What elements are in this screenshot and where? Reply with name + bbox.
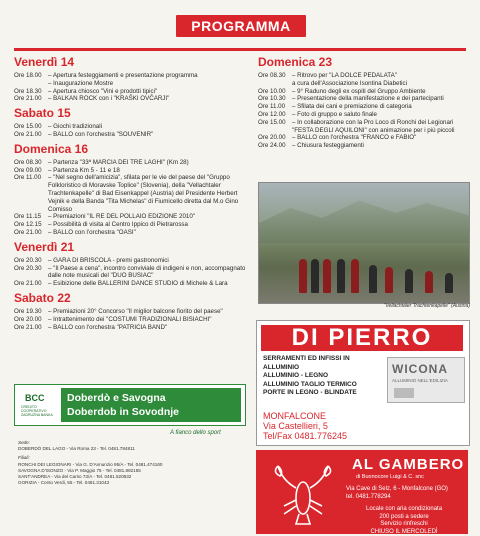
gambero-title: AL GAMBERO (352, 456, 464, 473)
event-row (14, 159, 252, 167)
lobster-icon (268, 458, 338, 528)
event-desc: – Premiazioni "IL RE DEL POLLAIO EDIZIONE 2010" (48, 213, 252, 221)
event-row (14, 213, 252, 221)
event-desc: – Intrattenimento dei "COSTUMI TRADIZIONALI BISIACHI" (48, 316, 252, 324)
day-heading: Domenica 16 (14, 142, 252, 156)
event-time: Ore 15.00 (258, 119, 288, 135)
event-row (14, 265, 252, 281)
event-row (14, 229, 252, 237)
event-desc: – Premiazioni 20° Concorso "Il miglior balcone fiorito del paese" (48, 308, 252, 316)
divider (14, 48, 466, 51)
sede-main: DOBERDÒ DEL LAGO - Via Roma 23 - Tel. 0481.784811 (18, 446, 248, 452)
event-time: Ore 11.15 (14, 213, 44, 221)
day-heading: Domenica 23 (258, 55, 468, 69)
dipierro-line: SERRAMENTI ED INFISSI IN ALLUMINIO (263, 355, 383, 372)
dipierro-street: Via Castellieri, 5 (263, 421, 347, 431)
event-row (14, 123, 252, 131)
event-row (14, 280, 252, 288)
event-row (258, 72, 468, 80)
event-row (258, 111, 468, 119)
event-time: Ore 24.00 (258, 142, 288, 150)
event-desc: – BALKAN ROCK con i "KRAŠKI OVČARJI" (48, 95, 252, 103)
gambero-ad (256, 450, 468, 534)
event-desc: – Chiusura festeggiamenti (292, 142, 468, 150)
event-time: Ore 20.00 (258, 134, 288, 142)
event-row (258, 142, 468, 150)
bcc-line2: Doberdob in Sovodnje (67, 406, 179, 418)
bcc-logo: BCC CREDITO COOPERATIVO ZADRUŽNA BANKA (19, 389, 59, 419)
programma-banner: PROGRAMMA (176, 15, 306, 37)
event-desc: – Inaugurazione Mostre (48, 80, 252, 88)
event-row (14, 308, 252, 316)
event-time: Ore 08.30 (258, 72, 288, 80)
branch: SANT'ANDREA - Via del Carso 73/A - Tel. 0481.520832 (18, 474, 248, 480)
event-row (14, 174, 252, 213)
dipierro-ad (256, 320, 470, 446)
event-desc: – Partenza Km 5 - 11 e 18 (48, 167, 252, 175)
gambero-address: Via Cave di Selz, 6 - Monfalcone (GO) (346, 486, 448, 494)
program-right-column (258, 52, 468, 150)
dipierro-line: ALLUMINIO TAGLIO TERMICO (263, 381, 383, 390)
program-left-column (14, 52, 252, 331)
event-desc: – Foto di gruppo e saluto finale (292, 111, 468, 119)
branch: RONCHI DEI LEGIONARI - Via G. D'Annunzio 95/A - Tel. 0481.474160 (18, 462, 248, 468)
event-time: Ore 21.00 (14, 280, 44, 288)
event-row (14, 221, 252, 229)
event-desc: – In collaborazione con la Pro Loco di Ronchi dei Legionari "FESTA DEGLI AQUILONI" con animazione per i più piccoli (292, 119, 468, 135)
event-time (14, 80, 44, 88)
event-desc: – Possibilità di visita al Centro Ippico di Pietrarossa (48, 221, 252, 229)
event-desc: – "Il Paese a cena", incontro conviviale di indigeni e non, accompagnato dalle note musicali del "DUO BUSIAC" (48, 265, 252, 281)
event-row (258, 119, 468, 135)
gambero-closed: CHIUSO IL MERCOLEDÌ (366, 529, 442, 536)
day-heading: Sabato 22 (14, 291, 252, 305)
event-row (258, 134, 468, 142)
event-row (14, 88, 252, 96)
band-photo (258, 182, 470, 304)
bcc-ad (14, 384, 246, 426)
event-desc: – Ritrovo per "LA DOLCE PEDALATA" (292, 72, 468, 80)
gambero-phone: tel. 0481.778294 (346, 494, 448, 502)
event-desc: – BALLO con l'orchestra "PATRICIA BAND" (48, 324, 252, 332)
event-row (14, 80, 252, 88)
dipierro-line: ALLUMINIO - LEGNO (263, 372, 383, 381)
event-desc: – GARA DI BRISCOLA - premi gastronomici (48, 257, 252, 265)
event-time (258, 80, 288, 88)
event-row (14, 95, 252, 103)
event-row (14, 131, 252, 139)
event-desc: – BALLO con l'orchestra "FRANCO e FABIO" (292, 134, 468, 142)
event-time: Ore 11.00 (14, 174, 44, 213)
dipierro-city: MONFALCONE (263, 411, 347, 421)
wicona-logo: WICONA ALLUMINIO NELL'EDILIZIA (387, 357, 465, 403)
event-desc: – Partenza "33ª MARCIA DEI TRE LAGHI" (Km 28) (48, 159, 252, 167)
event-row (14, 72, 252, 80)
event-time: Ore 21.00 (14, 324, 44, 332)
event-desc: – Giochi tradizionali (48, 123, 252, 131)
event-time: Ore 15.00 (14, 123, 44, 131)
event-time: Ore 11.00 (258, 103, 288, 111)
event-desc: – Sfilata dei cani e premiazione di categoria (292, 103, 468, 111)
event-time: Ore 21.00 (14, 95, 44, 103)
dipierro-line: PORTE IN LEGNO - BLINDATE (263, 389, 383, 398)
event-time: Ore 09.00 (14, 167, 44, 175)
event-time: Ore 20.30 (14, 257, 44, 265)
event-time: Ore 21.00 (14, 229, 44, 237)
event-row (258, 103, 468, 111)
event-row (258, 88, 468, 96)
event-time: Ore 10.00 (258, 88, 288, 96)
event-row (14, 257, 252, 265)
event-row (258, 95, 468, 103)
event-time: Ore 21.00 (14, 131, 44, 139)
bcc-branches: Sede: DOBERDÒ DEL LAGO - Via Roma 23 - Tel. 0481.784811 Filiali: RONCHI DEI LEGIONARI - Via G. D'Annunzio 95/A - Tel. 0481.474160 SAVOGNA D'ISONZO - Via P. Maggio 75 - Tel. 0481.882155 SANT'ANDREA - Via del Carso 73/A - Tel. 0481.520832 GORIZIA - Corso Verdi, 55 - Tel. 0481.31043 (18, 440, 248, 486)
event-time: Ore 18.30 (14, 88, 44, 96)
day-heading: Sabato 15 (14, 106, 252, 120)
bcc-line1: Doberdò e Savogna (67, 392, 166, 404)
gambero-info: Locale con aria condizionata (366, 506, 442, 514)
event-desc: – BALLO con l'orchestra "SOUVENIR" (48, 131, 252, 139)
gambero-sub: di Buonocore Luigi & C. snc (356, 474, 424, 481)
dipierro-title: DI PIERRO (261, 325, 463, 351)
gambero-info: 200 posti a sedere (366, 514, 442, 522)
branch: SAVOGNA D'ISONZO - Via P. Maggio 75 - Tel. 0481.882155 (18, 468, 248, 474)
event-row (258, 80, 468, 88)
day-heading: Venerdì 14 (14, 55, 252, 69)
event-desc: – BALLO con l'orchestra "OASI" (48, 229, 252, 237)
event-time: Ore 12.15 (14, 221, 44, 229)
event-desc: – "Nel segno dell'amicizia", sfilata per le vie del paese del "Gruppo Folkloristico di Moravske Toplice" (Slovenia), della "Vellachtaler Trachtenkapelle" di Bad Eisenkappel (Austria) del Presidente Herbert Vejnik e della Banda "Tita Michelas" di Fiumicello diretta dal M.o Gino Comisso (48, 174, 252, 213)
event-desc: a cura dell'Associazione Isontina Diabetici (292, 80, 468, 88)
event-row (14, 167, 252, 175)
gambero-info: Servizio rinfreschi (366, 521, 442, 529)
dipierro-phone: Tel/Fax 0481.776245 (263, 431, 347, 441)
event-row (14, 316, 252, 324)
event-desc: – Esibizione delle BALLERINI DANCE STUDIO di Michele & Lara (48, 280, 252, 288)
branch: GORIZIA - Corso Verdi, 55 - Tel. 0481.31043 (18, 480, 248, 486)
event-time: Ore 20.00 (14, 316, 44, 324)
day-heading: Venerdì 21 (14, 240, 252, 254)
event-time: Ore 08.30 (14, 159, 44, 167)
event-desc: – 9° Raduno degli ex ospiti del Gruppo Ambiente (292, 88, 468, 96)
event-time: Ore 19.30 (14, 308, 44, 316)
event-time: Ore 10.30 (258, 95, 288, 103)
event-desc: – Apertura chiosco "Vini e prodotti tipici" (48, 88, 252, 96)
event-time: Ore 12.00 (258, 111, 288, 119)
bcc-slogan: A fianco dello sport (170, 430, 221, 436)
event-desc: – Presentazione della manifestazione e dei partecipanti (292, 95, 468, 103)
event-row (14, 324, 252, 332)
event-desc: – Apertura festeggiamenti e presentazione programma (48, 72, 252, 80)
photo-caption: "Vellachtaler Trachtenkapelle" (Austria) (330, 303, 470, 309)
event-time: Ore 18.00 (14, 72, 44, 80)
event-time: Ore 20.30 (14, 265, 44, 281)
